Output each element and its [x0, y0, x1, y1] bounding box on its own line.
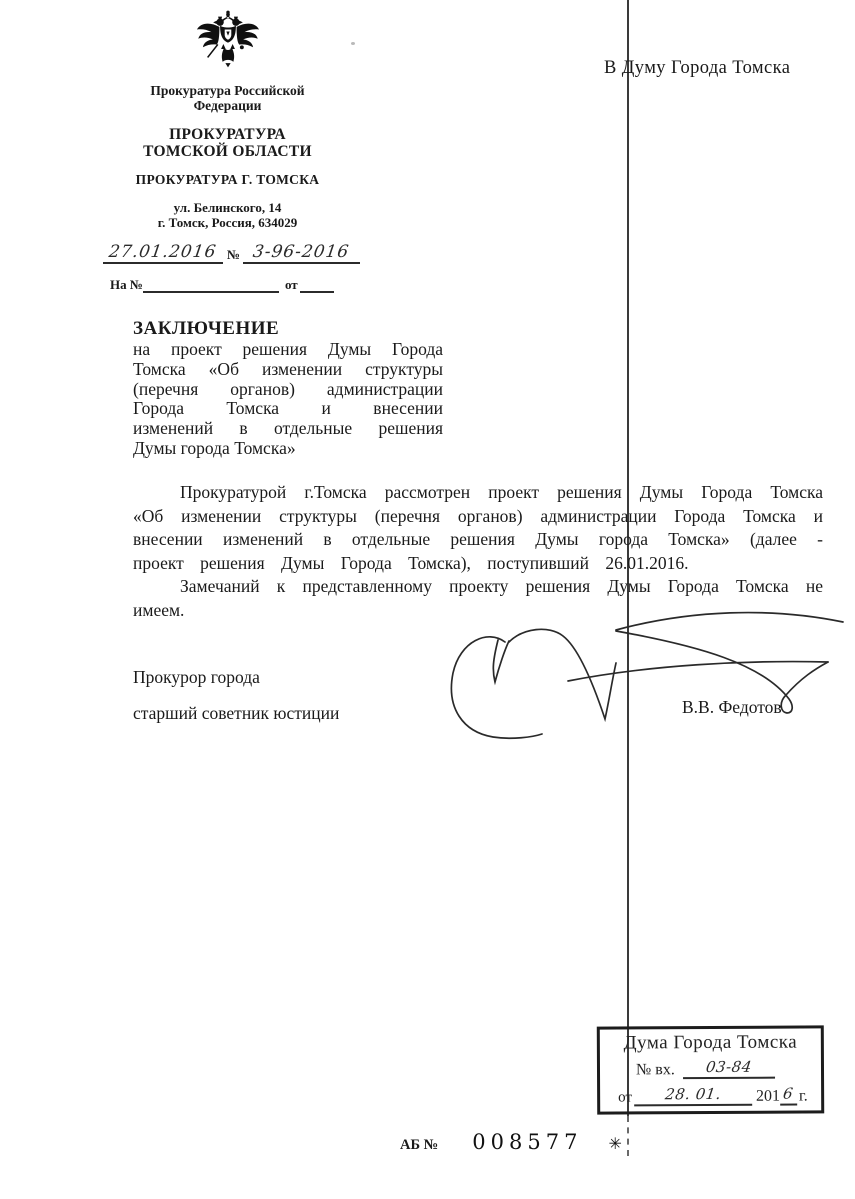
org-name-region [95, 126, 360, 160]
scan-fold-line-dashed [627, 1116, 629, 1156]
stamp-year-underline [780, 1086, 797, 1106]
document-title-line: Думы города Томска» [133, 437, 296, 458]
org-address-city: г. Томск, Россия, 634029 [157, 214, 298, 230]
org-name-federation-line1: Прокуратура Российской [150, 83, 305, 98]
org-address-street: ул. Белинского, 14 [173, 200, 282, 215]
signatory-name: В.В. Федотов [682, 697, 782, 717]
stamp-incoming-row [636, 1055, 817, 1079]
document-title-block [133, 318, 443, 459]
stamp-date-underline [634, 1086, 752, 1107]
reference-from-underline [300, 291, 334, 293]
org-name-federation [95, 84, 360, 113]
outgoing-number-underline [243, 242, 360, 264]
org-name-region-line2: ТОМСКОЙ ОБЛАСТИ [143, 143, 312, 160]
document-title-line: Города Томска и внесении [133, 398, 443, 419]
document-title-line: (перечня органов) администрации [133, 378, 443, 399]
star-mark-icon: ✳ [608, 1134, 622, 1153]
outgoing-date-handwritten: 27.01.2016 [107, 242, 219, 262]
letterhead [95, 8, 360, 230]
reference-from-label: от [284, 277, 298, 292]
reference-underline [143, 291, 279, 293]
stamp-year-handwritten: 6 [782, 1084, 795, 1103]
number-sign: № [227, 247, 241, 262]
reference-row [110, 275, 334, 293]
stamp-year-suffix: г. [798, 1087, 808, 1105]
stamp-from-label: от [618, 1089, 633, 1106]
stamp-date-row [618, 1081, 817, 1106]
outgoing-number-handwritten: 3-96-2016 [252, 242, 352, 262]
form-number-row [400, 1130, 622, 1154]
outgoing-date-underline [103, 242, 223, 264]
stamp-incoming-label: № вх. [635, 1061, 675, 1079]
body-paragraph-1: Прокуратурой г.Томска рассмотрен проект решения Думы Города Томска «Об изменении структуры (перечня органов) администрации Города Томска и внесении изменений в отдельные решения Думы города Томска» (далее - проект решения Думы Города Томска), поступивший 26.01.2016. [133, 482, 823, 573]
org-name-city: ПРОКУРАТУРА Г. ТОМСКА [135, 172, 320, 187]
document-title-lines [133, 340, 443, 459]
org-name-federation-line2: Федерации [193, 97, 262, 113]
org-name-region-line1: ПРОКУРАТУРА [169, 126, 286, 143]
coat-of-arms-icon [195, 8, 261, 80]
reference-label: На № [110, 277, 143, 292]
signature-scrawl [440, 595, 845, 763]
signature-rank: старший советник юстиции [133, 703, 340, 723]
document-title-line: Томска «Об изменении структуры [133, 358, 443, 379]
outgoing-date-row [103, 236, 360, 264]
addressee: В Думу Города Томска [604, 58, 791, 78]
stamp-year-printed: 201 [755, 1087, 781, 1105]
document-title-heading: ЗАКЛЮЧЕНИЕ [133, 318, 280, 339]
stamp-date-handwritten: 28. 01. [663, 1084, 723, 1104]
document-title-line: изменений в отдельные решения [133, 418, 443, 439]
form-series-label: АБ № [400, 1137, 439, 1153]
form-number: 008577 [472, 1130, 583, 1154]
body-paragraph-2: Замечаний к представленному проекту решения Думы Города Томска не имеем. [133, 576, 823, 620]
signature-block [133, 667, 339, 724]
org-address [95, 201, 360, 230]
stamp-incoming-number-handwritten: 03-84 [704, 1057, 753, 1077]
stamp-org-line: Дума Города Томска [623, 1031, 798, 1054]
incoming-stamp [597, 1025, 824, 1114]
document-title-line: на проект решения Думы Города [133, 339, 443, 359]
stamp-incoming-underline [683, 1059, 775, 1079]
signature-position: Прокурор города [133, 667, 260, 687]
